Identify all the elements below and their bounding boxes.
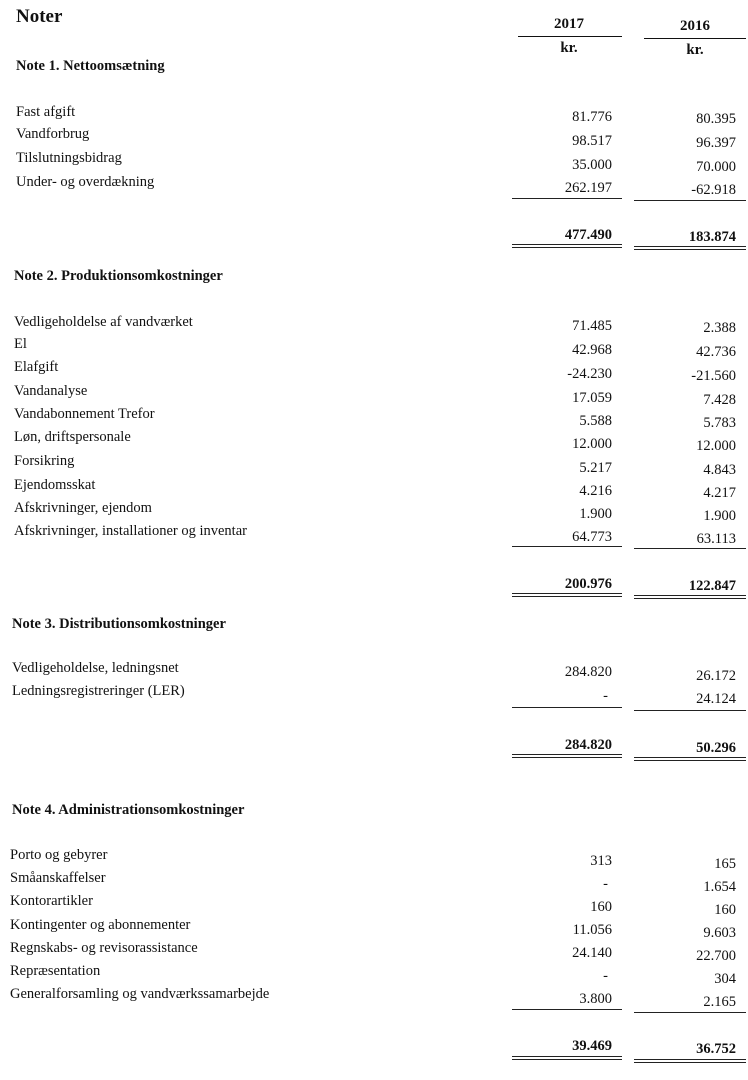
row-value-2017: 4.216	[579, 483, 612, 499]
row-label: Forsikring	[14, 453, 75, 469]
row-value-2017: 5.217	[579, 460, 612, 476]
row-value-2016: 26.172	[696, 668, 736, 684]
row-value-2017: 284.820	[564, 664, 612, 680]
total-2016: 36.752	[696, 1041, 736, 1057]
total-2017: 39.469	[572, 1038, 612, 1054]
row-label: Porto og gebyrer	[10, 847, 108, 863]
note-heading: Note 1. Nettoomsætning	[16, 58, 165, 74]
row-value-2016: 9.603	[703, 925, 736, 941]
row-label: Fast afgift	[16, 104, 76, 120]
row-label: Kontingenter og abonnementer	[10, 917, 191, 933]
row-label: Småanskaffelser	[10, 870, 106, 886]
row-value-2016: 96.397	[696, 135, 736, 151]
row-value-2016: 4.217	[703, 485, 736, 501]
row-value-2016: 70.000	[696, 159, 736, 175]
row-label: Vandforbrug	[16, 126, 90, 142]
row-value-2017: 262.197	[564, 180, 612, 196]
row-value-2016: 12.000	[696, 438, 736, 454]
total-double-rule-2016	[634, 757, 746, 761]
column-unit-2017: kr.	[560, 40, 578, 56]
row-label: Vedligeholdelse, ledningsnet	[12, 660, 179, 676]
row-value-2017: 35.000	[572, 157, 612, 173]
total-2017: 284.820	[564, 737, 612, 753]
row-label: Ejendomsskat	[14, 477, 96, 493]
row-value-2016: 80.395	[696, 111, 736, 127]
subtotal-rule-2017	[512, 707, 622, 708]
row-value-2016: 42.736	[696, 344, 736, 360]
row-value-2016: 304	[714, 971, 736, 987]
row-value-2016: 4.843	[703, 462, 736, 478]
row-value-2016: 22.700	[696, 948, 736, 964]
row-value-2016: 7.428	[703, 392, 736, 408]
row-label: Løn, driftspersonale	[14, 429, 131, 445]
column-unit-2016: kr.	[686, 42, 704, 58]
row-label: Vandabonnement Trefor	[14, 406, 155, 422]
row-value-2016: -62.918	[691, 182, 736, 198]
total-double-rule-2017	[512, 593, 622, 597]
row-label: Kontorartikler	[10, 893, 93, 909]
row-value-2017: -	[603, 876, 608, 892]
note-heading: Note 3. Distributionsomkostninger	[12, 616, 226, 632]
subtotal-rule-2016	[634, 548, 746, 549]
total-2016: 183.874	[688, 229, 736, 245]
row-value-2017: 1.900	[579, 506, 612, 522]
row-value-2016: 1.654	[703, 879, 736, 895]
row-value-2016: -21.560	[691, 368, 736, 384]
row-value-2016: 2.165	[703, 994, 736, 1010]
row-label: Vandanalyse	[14, 383, 88, 399]
row-label: Tilslutningsbidrag	[16, 150, 122, 166]
row-value-2017: 160	[590, 899, 612, 915]
row-value-2016: 165	[714, 856, 736, 872]
row-value-2017: 24.140	[572, 945, 612, 961]
row-value-2017: -	[603, 968, 608, 984]
subtotal-rule-2017	[512, 546, 622, 547]
row-value-2016: 160	[714, 902, 736, 918]
row-label: Afskrivninger, installationer og inventar	[14, 523, 247, 539]
row-label: El	[14, 336, 27, 352]
column-year-2017: 2017	[554, 16, 584, 32]
total-2016: 50.296	[696, 740, 736, 756]
total-double-rule-2016	[634, 1059, 746, 1063]
row-label: Elafgift	[14, 359, 59, 375]
row-value-2016: 24.124	[696, 691, 736, 707]
total-2017: 477.490	[564, 227, 612, 243]
row-value-2016: 63.113	[696, 531, 736, 547]
subtotal-rule-2016	[634, 200, 746, 201]
row-value-2017: 12.000	[572, 436, 612, 452]
row-value-2016: 5.783	[703, 415, 736, 431]
row-label: Ledningsregistreringer (LER)	[12, 683, 185, 699]
row-value-2017: -	[603, 688, 608, 704]
row-value-2017: 313	[590, 853, 612, 869]
subtotal-rule-2016	[634, 710, 746, 711]
row-value-2017: 98.517	[572, 133, 612, 149]
row-value-2016: 1.900	[703, 508, 736, 524]
subtotal-rule-2017	[512, 198, 622, 199]
row-label: Vedligeholdelse af vandværket	[14, 314, 193, 330]
row-value-2017: 3.800	[579, 991, 612, 1007]
row-value-2016: 2.388	[703, 320, 736, 336]
row-value-2017: 11.056	[572, 922, 612, 938]
row-label: Regnskabs- og revisorassistance	[10, 940, 198, 956]
total-double-rule-2017	[512, 1056, 622, 1060]
row-label: Under- og overdækning	[16, 174, 155, 190]
total-double-rule-2016	[634, 246, 746, 250]
header-rule-2017	[518, 36, 622, 37]
total-double-rule-2017	[512, 244, 622, 248]
column-year-2016: 2016	[680, 18, 710, 34]
row-value-2017: 5.588	[579, 413, 612, 429]
row-label: Generalforsamling og vandværkssamarbejde	[10, 986, 270, 1002]
row-value-2017: -24.230	[567, 366, 612, 382]
header-rule-2016	[644, 38, 746, 39]
page-title: Noter	[16, 6, 63, 27]
note-heading: Note 4. Administrationsomkostninger	[12, 802, 245, 818]
total-2017: 200.976	[564, 576, 612, 592]
row-label: Repræsentation	[10, 963, 101, 979]
row-value-2017: 42.968	[572, 342, 612, 358]
total-2016: 122.847	[688, 578, 736, 594]
row-label: Afskrivninger, ejendom	[14, 500, 152, 516]
row-value-2017: 64.773	[572, 529, 612, 545]
note-heading: Note 2. Produktionsomkostninger	[14, 268, 223, 284]
total-double-rule-2016	[634, 595, 746, 599]
subtotal-rule-2017	[512, 1009, 622, 1010]
row-value-2017: 17.059	[572, 390, 612, 406]
total-double-rule-2017	[512, 754, 622, 758]
row-value-2017: 81.776	[572, 109, 612, 125]
row-value-2017: 71.485	[572, 318, 612, 334]
subtotal-rule-2016	[634, 1012, 746, 1013]
